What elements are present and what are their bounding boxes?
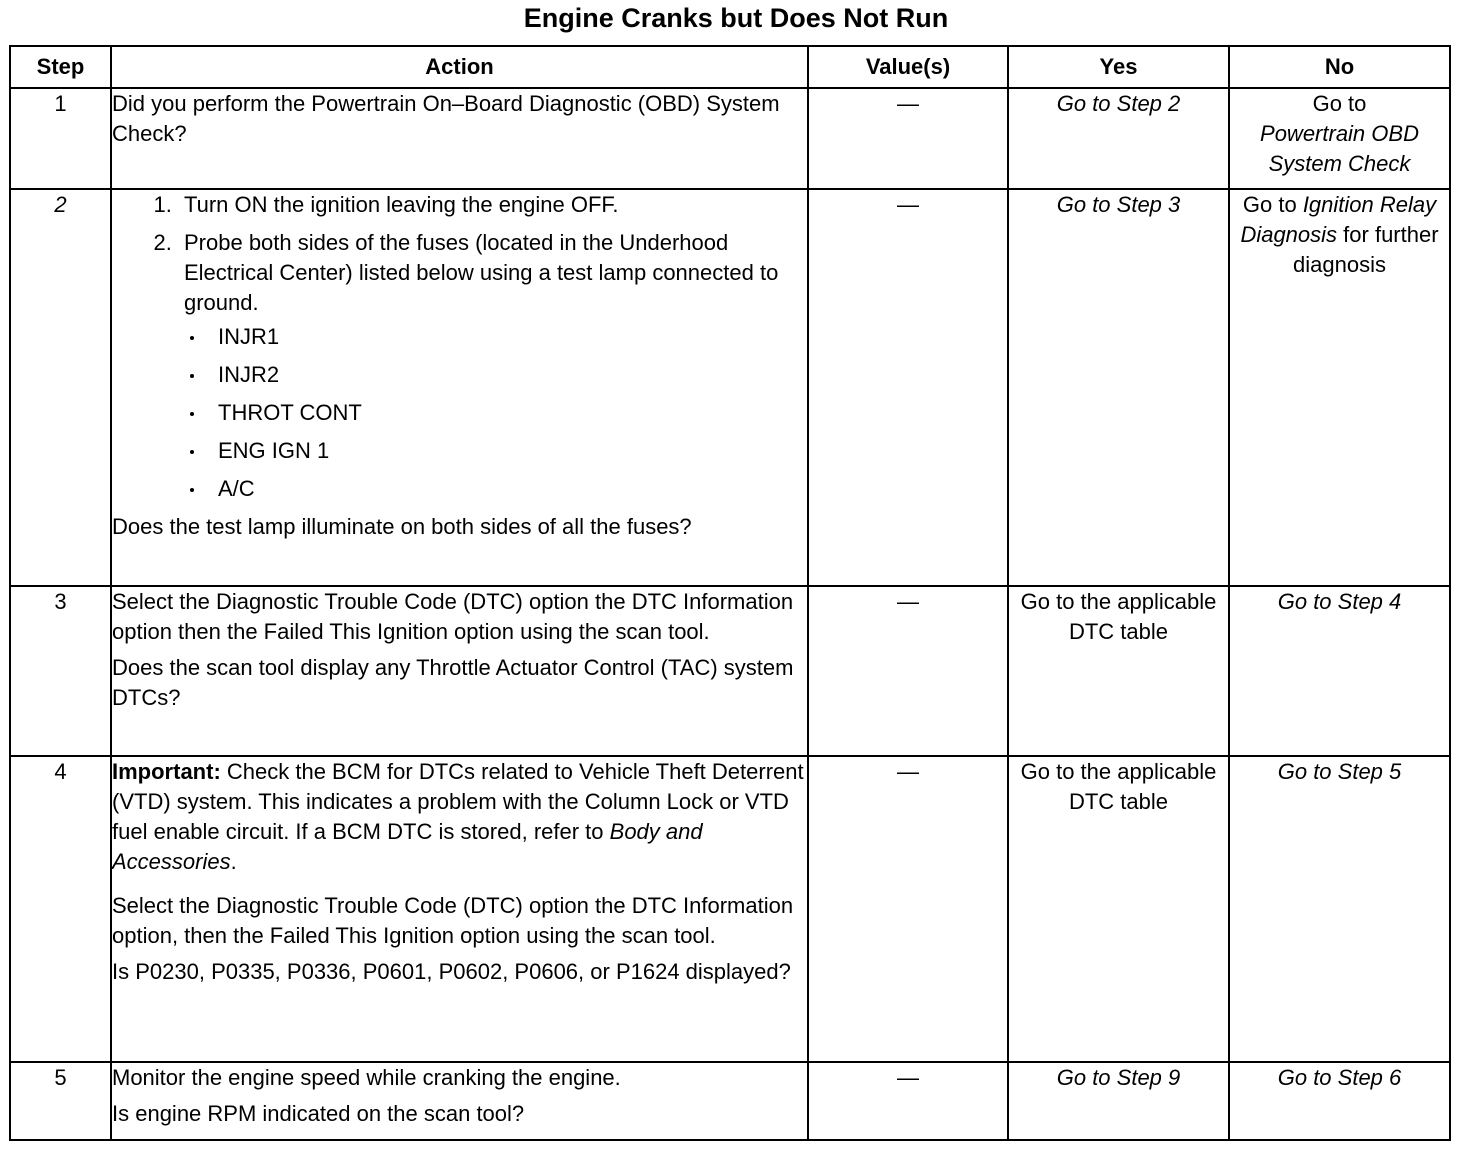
action-text: Select the Diagnostic Trouble Code (DTC) option the DTC Information option, then the Failed This Ignition option using the scan tool. (112, 893, 794, 948)
step-number: 2 (10, 189, 111, 586)
ignition-relay-link[interactable]: Ignition Relay Diagnosis (1240, 192, 1437, 247)
header-no: No (1229, 46, 1450, 88)
table-row (10, 88, 1450, 189)
no-suffix: for further diagnosis (1293, 222, 1439, 277)
diagnostic-table (9, 45, 1451, 1141)
action-cell (111, 189, 808, 586)
step-number: 1 (10, 88, 111, 189)
table-row (10, 1062, 1450, 1140)
important-text: Check the BCM for DTCs related to Vehicle Theft Deterrent (VTD) system. This indicates a problem with the Column Lock or VTD fuel enable circuit. If a BCM DTC is stored, refer to (112, 759, 804, 844)
step-number: 3 (10, 586, 111, 756)
header-action: Action (111, 46, 808, 88)
fuse-item: A/C (184, 474, 807, 504)
action-cell (111, 756, 808, 1062)
question-text: Is P0230, P0335, P0336, P0601, P0602, P0606, or P1624 displayed? (112, 959, 791, 984)
obd-check-link[interactable]: Powertrain OBD System Check (1260, 121, 1419, 176)
procedure-step-text: Probe both sides of the fuses (located in the Underhood Electrical Center) listed below using a test lamp connected to ground. (184, 230, 779, 315)
header-step: Step (10, 46, 111, 88)
important-label: Important: (112, 759, 221, 784)
table-row (10, 189, 1450, 586)
yes-cell: Go to the applicable DTC table (1008, 756, 1229, 1062)
procedure-step (178, 228, 807, 504)
yes-cell: Go to Step 2 (1008, 88, 1229, 189)
header-yes: Yes (1008, 46, 1229, 88)
procedure-list (112, 190, 807, 504)
value-cell: — (808, 1062, 1008, 1140)
yes-cell: Go to Step 3 (1008, 189, 1229, 586)
no-cell (1229, 189, 1450, 586)
table-row (10, 756, 1450, 1062)
header-values: Value(s) (808, 46, 1008, 88)
fuse-item: INJR1 (184, 322, 807, 352)
value-cell: — (808, 756, 1008, 1062)
header-row (10, 46, 1450, 88)
no-cell: Go to Step 4 (1229, 586, 1450, 756)
fuse-item: THROT CONT (184, 398, 807, 428)
page-title: Engine Cranks but Does Not Run (523, 3, 949, 33)
no-prefix: Go to (1312, 91, 1367, 116)
action-text: Select the Diagnostic Trouble Code (DTC) option the DTC Information option then the Failed This Ignition option using the scan tool. (112, 589, 794, 644)
step-number: 4 (10, 756, 111, 1062)
fuse-item: ENG IGN 1 (184, 436, 807, 466)
fuse-list (184, 322, 807, 504)
value-cell: — (808, 88, 1008, 189)
value-cell: — (808, 189, 1008, 586)
no-cell: Go to Step 5 (1229, 756, 1450, 1062)
yes-cell: Go to the applicable DTC table (1008, 586, 1229, 756)
table-row (10, 586, 1450, 756)
action-text: Did you perform the Powertrain On–Board Diagnostic (OBD) System Check? (112, 91, 780, 146)
action-cell (111, 586, 808, 756)
no-text (1230, 190, 1449, 280)
question-text: Does the test lamp illuminate on both sides of all the fuses? (112, 514, 692, 539)
yes-cell: Go to Step 9 (1008, 1062, 1229, 1140)
no-prefix: Go to (1242, 192, 1297, 217)
body-accessories-link[interactable]: Body and Accessories (112, 819, 703, 874)
no-cell: Go to Step 6 (1229, 1062, 1450, 1140)
action-cell (111, 88, 808, 189)
action-cell (111, 1062, 808, 1140)
action-text: Monitor the engine speed while cranking the engine. (112, 1065, 621, 1090)
step-number: 5 (10, 1062, 111, 1140)
value-cell: — (808, 586, 1008, 756)
question-text: Is engine RPM indicated on the scan tool? (112, 1101, 525, 1126)
no-cell (1229, 88, 1450, 189)
important-note: Important: Check the BCM for DTCs related to Vehicle Theft Deterrent (VTD) system. This indicates a problem with the Column Lock or VTD fuel enable circuit. If a BCM DTC is stored, refer to Body and Accessories. (112, 759, 804, 874)
question-text: Does the scan tool display any Throttle Actuator Control (TAC) system DTCs? (112, 655, 794, 710)
fuse-item: INJR2 (184, 360, 807, 390)
procedure-step: 1. Turn ON the ignition leaving the engine OFF. (178, 190, 807, 220)
